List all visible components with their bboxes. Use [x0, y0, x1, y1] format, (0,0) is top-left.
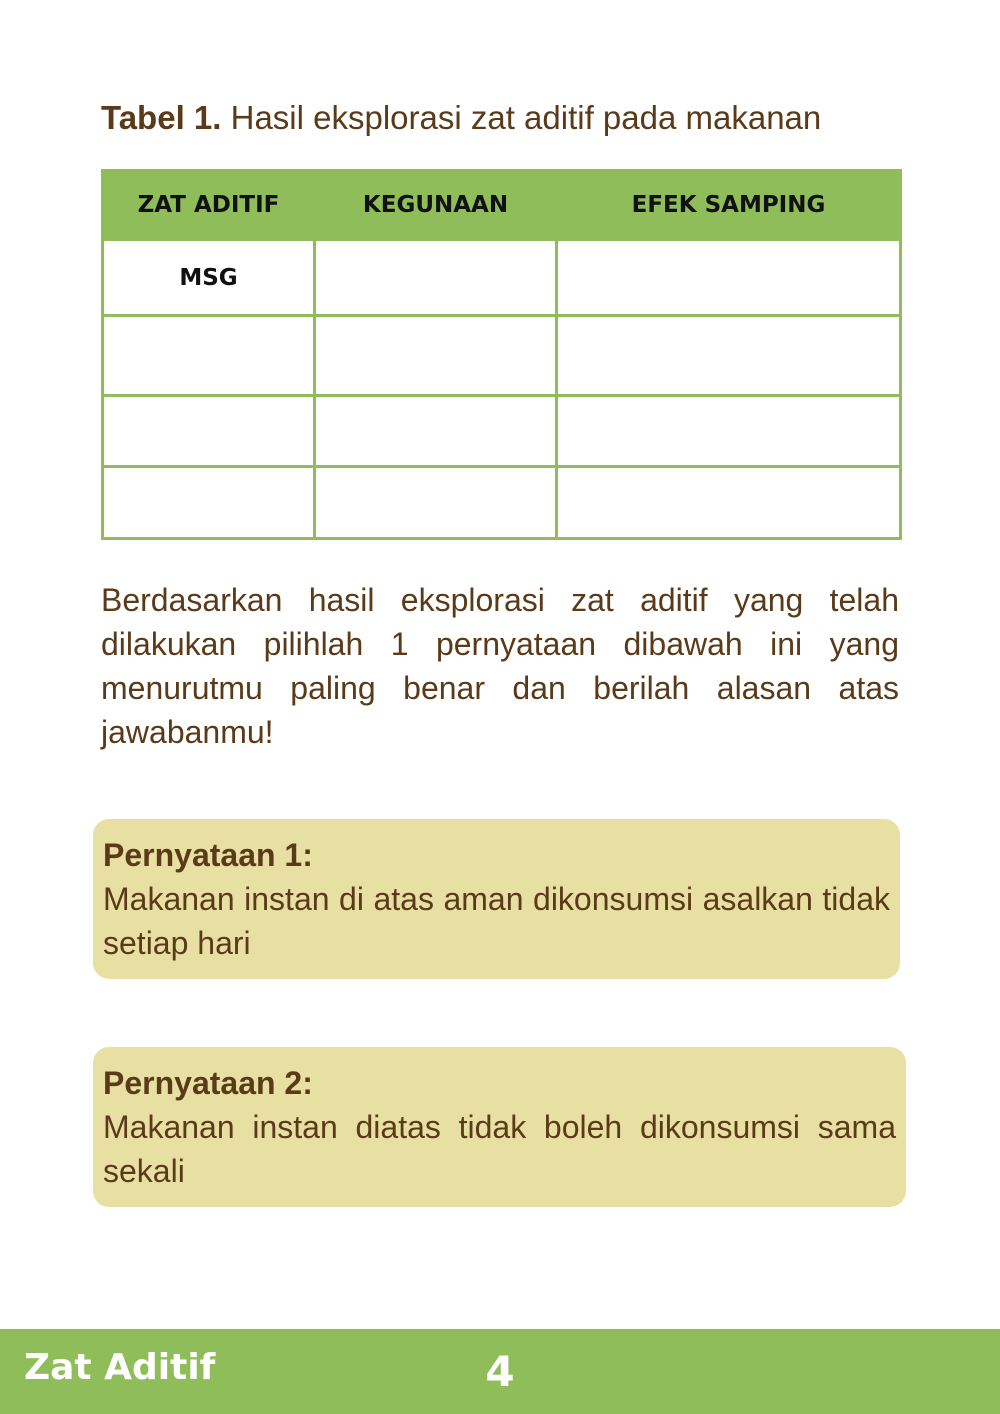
table-cell — [103, 316, 315, 396]
table-row — [103, 240, 901, 316]
table-cell — [315, 396, 557, 467]
table-cell — [557, 316, 901, 396]
table-cell — [315, 467, 557, 539]
table-cell — [557, 396, 901, 467]
page-number: 4 — [485, 1347, 515, 1396]
column-header-efek-samping: EFEK SAMPING — [557, 171, 901, 240]
table-cell — [103, 396, 315, 467]
table-row — [103, 467, 901, 539]
footer-title: Zat Aditif — [24, 1347, 216, 1388]
table-caption-text: Hasil eksplorasi zat aditif pada makanan — [221, 99, 822, 136]
table-caption — [101, 96, 821, 140]
table-cell — [103, 467, 315, 539]
column-header-zat-aditif: ZAT ADITIF — [103, 171, 315, 240]
table-row — [103, 316, 901, 396]
instruction-paragraph: Berdasarkan hasil eksplorasi zat aditif yang telah dilakukan pilihlah 1 pernyataan dibawah ini yang menurutmu paling benar dan berilah alasan atas jawabanmu! — [101, 582, 899, 750]
statement-card-1 — [93, 819, 900, 979]
statement-title: Pernyataan 2: — [103, 1065, 313, 1101]
statement-text: Makanan instan diatas tidak boleh dikonsumsi sama sekali — [103, 1109, 896, 1189]
table-cell — [315, 240, 557, 316]
statement-title: Pernyataan 1: — [103, 837, 313, 873]
column-header-kegunaan: KEGUNAAN — [315, 171, 557, 240]
table-cell — [557, 467, 901, 539]
additive-table — [101, 169, 902, 540]
table-cell: MSG — [103, 240, 315, 316]
table-header-row — [103, 171, 901, 240]
page-footer — [0, 1329, 1000, 1414]
statement-card-2 — [93, 1047, 906, 1207]
table-caption-label: Tabel 1. — [101, 99, 222, 136]
table-row — [103, 396, 901, 467]
table-cell — [315, 316, 557, 396]
table-cell — [557, 240, 901, 316]
statement-text: Makanan instan di atas aman dikonsumsi asalkan tidak setiap hari — [103, 881, 890, 961]
